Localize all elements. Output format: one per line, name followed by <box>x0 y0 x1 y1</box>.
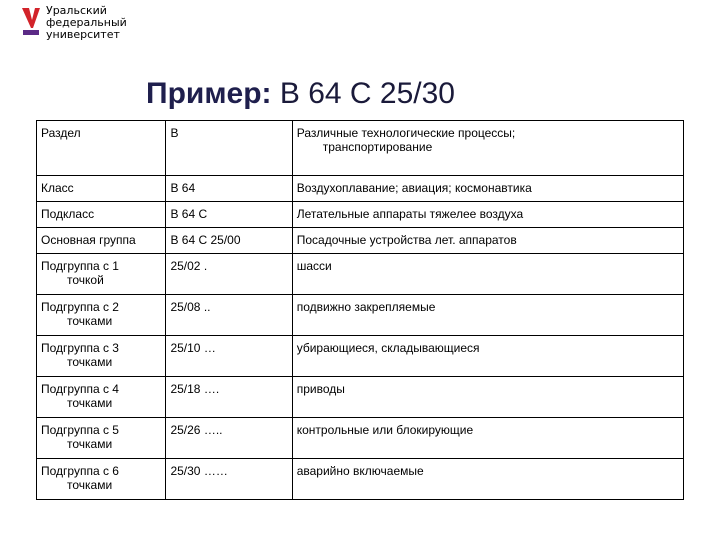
row-description: контрольные или блокирующие <box>292 418 683 459</box>
table-row <box>37 121 684 176</box>
table-row <box>37 295 684 336</box>
row-code: 25/30 …… <box>166 459 292 500</box>
row-code: В 64 С 25/00 <box>166 228 292 254</box>
logo-line-3: университет <box>46 28 120 41</box>
title-bold: Пример: <box>146 77 272 110</box>
patent-classification-table <box>36 120 684 500</box>
row-label: Подкласс <box>37 202 166 228</box>
row-description: Посадочные устройства лет. аппаратов <box>292 228 683 254</box>
row-label: Класс <box>37 176 166 202</box>
row-description: Различные технологические процессы; транспортирование <box>292 121 683 176</box>
row-code: В 64 С <box>166 202 292 228</box>
row-label: Раздел <box>37 121 166 176</box>
row-label: Подгруппа с 2 точками <box>37 295 166 336</box>
table-row <box>37 418 684 459</box>
table-row <box>37 254 684 295</box>
row-description: подвижно закрепляемые <box>292 295 683 336</box>
row-label: Подгруппа с 1 точкой <box>37 254 166 295</box>
university-logo <box>20 4 140 44</box>
row-label: Подгруппа с 4 точками <box>37 377 166 418</box>
row-description: убирающиеся, складывающиеся <box>292 336 683 377</box>
row-description: аварийно включаемые <box>292 459 683 500</box>
logo-line-2: федеральный <box>46 16 127 29</box>
row-code: 25/18 …. <box>166 377 292 418</box>
table-row <box>37 459 684 500</box>
table-row <box>37 228 684 254</box>
row-code: 25/10 … <box>166 336 292 377</box>
row-description: шасси <box>292 254 683 295</box>
urfu-logo-icon <box>20 6 42 42</box>
row-label: Основная группа <box>37 228 166 254</box>
row-description: Воздухоплавание; авиация; космонавтика <box>292 176 683 202</box>
row-description: Летательные аппараты тяжелее воздуха <box>292 202 683 228</box>
row-code: 25/08 .. <box>166 295 292 336</box>
title-code: В 64 С 25/30 <box>271 77 455 110</box>
row-label: Подгруппа с 3 точками <box>37 336 166 377</box>
row-code: 25/02 . <box>166 254 292 295</box>
row-description: приводы <box>292 377 683 418</box>
table-row <box>37 336 684 377</box>
row-label: Подгруппа с 5 точками <box>37 418 166 459</box>
table-row <box>37 176 684 202</box>
row-code: 25/26 ….. <box>166 418 292 459</box>
table-row <box>37 377 684 418</box>
slide-title <box>146 74 455 114</box>
row-code: В 64 <box>166 176 292 202</box>
row-code: В <box>166 121 292 176</box>
logo-line-1: Уральский <box>46 4 107 17</box>
row-label: Подгруппа с 6 точками <box>37 459 166 500</box>
logo-text <box>46 5 127 41</box>
table-row <box>37 202 684 228</box>
